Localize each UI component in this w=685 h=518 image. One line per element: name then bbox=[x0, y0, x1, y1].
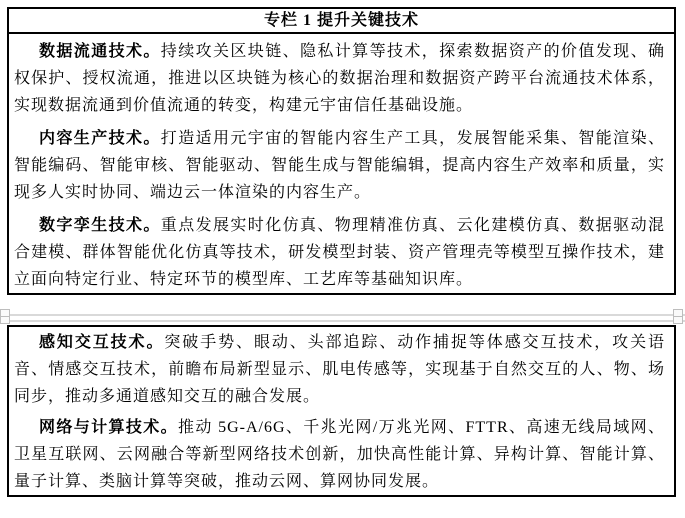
paragraph-digital-twin bbox=[14, 212, 665, 293]
paragraph-lead: 网络与计算技术。 bbox=[39, 419, 178, 436]
paragraph-lead: 数据流通技术。 bbox=[39, 43, 161, 60]
paragraph-lead: 数字孪生技术。 bbox=[39, 217, 161, 234]
paragraph-lead: 感知交互技术。 bbox=[39, 334, 165, 351]
split-handle-divider bbox=[1, 316, 9, 317]
column-title: 专栏 1 提升关键技术 bbox=[263, 12, 419, 29]
paragraph-content-production bbox=[14, 125, 665, 206]
paragraph-body: 突破手势、眼动、头部追踪、动作捕捉等体感交互技术，攻关语音、情感交互技术，前瞻布局新型显示、肌电传感等，实现基于自然交互的人、物、场同步，推动多通道感知交互的融合发展。 bbox=[14, 334, 665, 405]
split-handle-divider bbox=[674, 316, 682, 317]
paragraph-lead: 内容生产技术。 bbox=[39, 130, 161, 147]
split-handle-left bbox=[0, 309, 10, 324]
table-page-split-marker bbox=[0, 295, 685, 325]
column-body-part2 bbox=[7, 325, 676, 497]
split-handle-right bbox=[673, 309, 683, 324]
paragraph-body: 打造适用元宇宙的智能内容生产工具，发展智能采集、智能渲染、智能编码、智能审核、智能驱动、智能生成与智能编辑，提高内容生产效率和质量，实现多人实时协同、端边云一体渲染的内容生产。 bbox=[14, 130, 665, 201]
split-line-top bbox=[0, 314, 685, 316]
split-line-bottom bbox=[0, 320, 685, 322]
paragraph-perception-interaction bbox=[14, 329, 665, 410]
column-table bbox=[7, 7, 676, 295]
column-title-row bbox=[7, 7, 676, 34]
column-body-part1 bbox=[7, 34, 676, 295]
paragraph-body: 持续攻关区块链、隐私计算等技术，探索数据资产的价值发现、确权保护、授权流通，推进以区块链为核心的数据治理和数据资产跨平台流通技术体系，实现数据流通到价值流通的转变，构建元宇宙信任基础设施。 bbox=[14, 43, 665, 114]
paragraph-data-circulation bbox=[14, 38, 665, 119]
paragraph-body: 推动 5G-A/6G、千兆光网/万兆光网、FTTR、高速无线局域网、卫星互联网、云网融合等新型网络技术创新，加快高性能计算、异构计算、智能计算、量子计算、类脑计算等突破，推动云网、算网协同发展。 bbox=[14, 419, 665, 490]
paragraph-network-computing bbox=[14, 414, 665, 495]
paragraph-body: 重点发展实时化仿真、物理精准仿真、云化建模仿真、数据驱动混合建模、群体智能优化仿真等技术，研发模型封装、资产管理壳等模型互操作技术，建立面向特定行业、特定环节的模型库、工艺库等基础知识库。 bbox=[14, 217, 665, 288]
